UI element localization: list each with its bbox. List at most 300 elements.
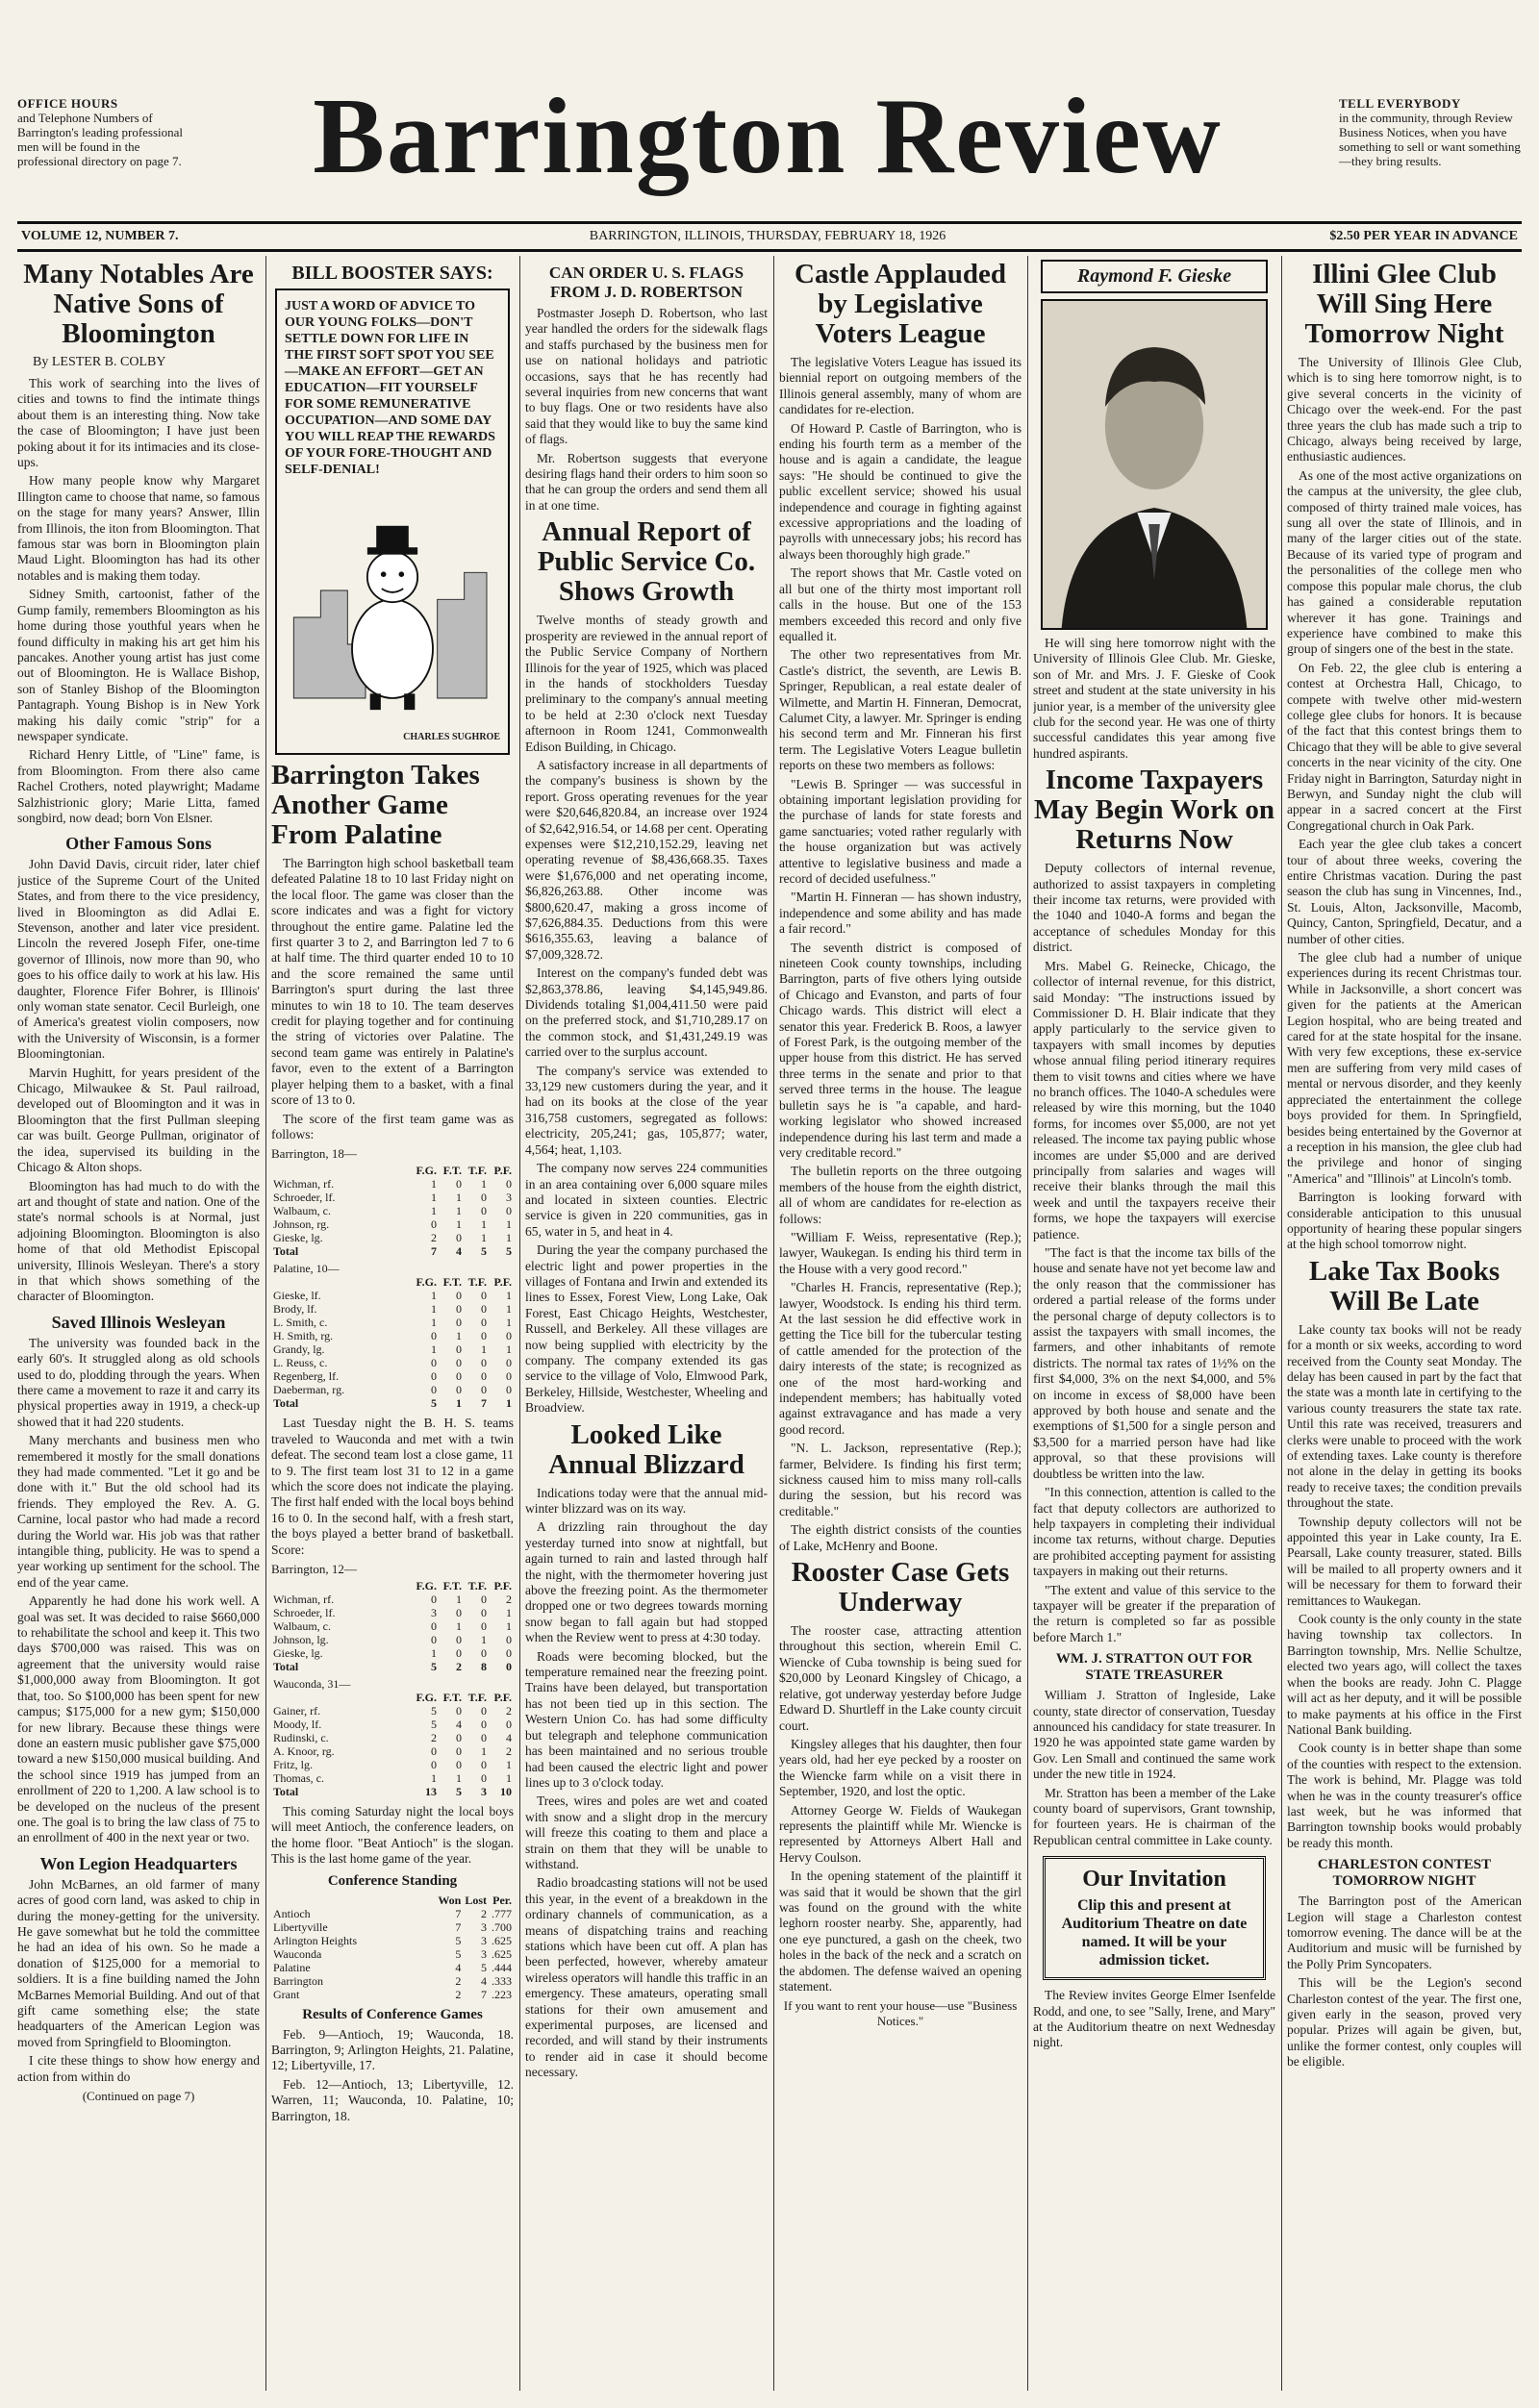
bill-booster-box xyxy=(275,288,510,755)
row-value: 1 xyxy=(456,1770,462,1785)
row-value: 0 xyxy=(456,1605,462,1619)
row-value: 5 xyxy=(481,1960,487,1974)
table-row xyxy=(271,1204,514,1217)
paragraph: John David Davis, circuit rider, later chief justice of the Supreme Court of the United States, and from there to the vice presidency, lived in Bloomington as did Adlai E. Stevenson, another and later vice president. Lincoln the revered Joseph Fifer, one-time governor of Illinois, now more than 90, who goes to his office daily to work at his law. His daughter, Florence Fifer Bohrer, is Illinois' only woman state senator. Cecil Burleigh, one of America's greatest violin composers, now with the University of Wisconsin, is a former Bloomingtonian. xyxy=(17,857,260,1062)
row-label: Grant xyxy=(273,1987,300,2001)
paragraph: This coming Saturday night the local boys will meet Antioch, the conference leaders, on the home floor. "Beat Antioch" is the slogan. This is the last home game of the year. xyxy=(271,1803,514,1867)
table-row xyxy=(271,1934,514,1947)
row-value: 1 xyxy=(456,1592,462,1606)
row-value: 1 xyxy=(481,1632,487,1646)
paragraph: Feb. 9—Antioch, 19; Wauconda, 18. Barrington, 9; Arlington Heights, 21. Palatine, 12; Libertyville, 17. xyxy=(271,2026,514,2073)
paragraph: "N. L. Jackson, representative (Rep.); farmer, Belvidere. Is finding his first term; sickness caused him to miss many roll-calls during the session, but his record was creditable." xyxy=(779,1441,1022,1518)
table-row xyxy=(271,1177,514,1191)
paragraph: As one of the most active organizations on the campus at the university, the glee club, composed of thirty trained male voices, has sung all over the state of Illinois, and in many of the larger cities out of the state. Because of its varied type of program and the personalities of the college men who compose this popular male chorus, the club has gained a considerable reputation wherever it has gone. Trainings and experience have combined to make this group of singers one of the best in the state. xyxy=(1287,467,1522,657)
column-4 xyxy=(779,256,1022,2391)
row-value: .700 xyxy=(492,1919,512,1934)
paragraph: "The extent and value of this service to the taxpayer will be greater if the preparation of the return is completed so far as possible before March 1." xyxy=(1033,1582,1275,1644)
row-value: Lost xyxy=(465,1893,487,1907)
table-row xyxy=(271,1244,514,1258)
row-value: 1 xyxy=(431,1342,437,1357)
column-6 xyxy=(1287,256,1522,2391)
row-label: Total xyxy=(273,1244,299,1259)
row-value: 0 xyxy=(481,1717,487,1731)
row-value: 3 xyxy=(481,1946,487,1961)
columns xyxy=(17,256,1522,2391)
row-value: Per. xyxy=(492,1893,512,1907)
row-value: 0 xyxy=(481,1356,487,1370)
table-row xyxy=(271,1579,514,1593)
paragraph: Cook county is in better shape than some of the counties with respect to the extension. The work is behind, Mr. Plagge was told when he was in the county treasurer's office last week, but he was informed that Barrington township books would probably be ready this month. xyxy=(1287,1741,1522,1850)
table-row xyxy=(271,1660,514,1673)
paragraph: Last Tuesday night the B. H. S. teams traveled to Wauconda and met with a twin defeat. The second team lost a close game, 11 to 9. The first team lost 31 to 12 in a game which the score does not indicate the playing. The first half ended with the local boys behind 16 to 0. In the second half, with a fresh start, the boys played a better brand of basketball. Score: xyxy=(271,1416,514,1557)
row-value: 0 xyxy=(456,1316,462,1330)
row-value: P.F. xyxy=(493,1578,512,1593)
row-value: F.T. xyxy=(442,1164,462,1178)
paragraph: The university was founded back in the early 60's. It struggled along as old schools used to do, plodding through the years. When there came a movement to raze it and carry its physical properties away in 1919, a check-up showed that it had 220 students. xyxy=(17,1335,260,1429)
subhead-legion: Won Legion Headquarters xyxy=(39,1853,238,1873)
row-label: Wichman, rf. xyxy=(273,1177,335,1191)
row-label: Moody, lf. xyxy=(273,1717,322,1731)
row-value: 2 xyxy=(506,1743,512,1758)
row-value: .223 xyxy=(492,1987,512,2001)
row-value: 7 xyxy=(481,1987,487,2001)
row-label: Gieske, lg. xyxy=(273,1645,323,1660)
row-value: 0 xyxy=(481,1316,487,1330)
row-label: Walbaum, c. xyxy=(273,1618,332,1633)
row-label: Regenberg, lf. xyxy=(273,1369,340,1384)
row-value: 0 xyxy=(456,1356,462,1370)
row-value: 0 xyxy=(456,1632,462,1646)
paragraph: "Charles H. Francis, representative (Rep.); lawyer, Woodstock. Is ending his third term. At the last session he did effective work in getting the Tice bill for the tubercular testing of cattle amended for the protection of the dairy interests of the state; is recognized as one of the most hard-working and independent members; has habitually voted against extravagance and has made a very good record. xyxy=(779,1280,1022,1437)
row-value: 0 xyxy=(481,1645,487,1660)
column-3 xyxy=(525,256,768,2391)
left-ear-text: and Telephone Numbers of Barrington's leading professional men will be found in the professional directory on page 7. xyxy=(17,111,184,168)
row-value: 7 xyxy=(455,1906,462,1920)
paragraph: "In this connection, attention is called to the fact that deputy collectors are authorized to help taxpayers in completing their individual income tax returns, without charge. Deputies are prohibited accepting payment for assisting taxpayers in making out their returns. xyxy=(1033,1485,1275,1579)
row-value: 4 xyxy=(481,1973,487,1988)
row-value: 5 xyxy=(455,1946,462,1961)
box-score-table xyxy=(271,1164,514,1410)
row-value: F.G. xyxy=(416,1164,437,1178)
row-value: 0 xyxy=(456,1383,462,1397)
row-label: Barrington xyxy=(273,1973,323,1988)
paragraph: The company now serves 224 communities in an area containing over 6,000 square miles and located in sixteen counties. Electric service is given in 220 communities, gas in 65, water in 5, and heat in 4. xyxy=(525,1161,768,1239)
row-value: 5 xyxy=(431,1717,437,1731)
row-value: 0 xyxy=(481,1204,487,1218)
headline-castle: Castle Applauded by Legislative Voters League xyxy=(795,259,1006,349)
table-row xyxy=(271,1593,514,1606)
row-value: 0 xyxy=(506,1329,512,1343)
row-label: Wichman, rf. xyxy=(273,1592,335,1606)
row-value: .625 xyxy=(492,1946,512,1961)
row-value: 1 xyxy=(456,1204,462,1218)
row-value: 0 xyxy=(456,1289,462,1303)
paragraph: Bloomington has had much to do with the art and thought of state and nation. One of the state's normal schools is at Normal, just adjoining Bloomington. Bloomington is also home of that old Methodist Episcopal university, Illinois Wesleyan. There's a story in that which shows something of the character of Bloomington. xyxy=(17,1178,260,1304)
table-row xyxy=(271,1907,514,1920)
row-value: F.T. xyxy=(442,1275,462,1290)
row-value: 0 xyxy=(431,1618,437,1633)
box-score-table xyxy=(271,1579,514,1798)
row-value: 0 xyxy=(506,1717,512,1731)
row-value: 0 xyxy=(481,1730,487,1744)
row-value: 1 xyxy=(506,1289,512,1303)
paragraph: Attorney George W. Fields of Waukegan represents the plaintiff while Mr. Wiencke is represented by Attorneys Albert Hall and Hervy Coulson. xyxy=(779,1802,1022,1865)
row-value: 0 xyxy=(431,1757,437,1771)
row-value: 1 xyxy=(456,1217,462,1232)
row-value: 0 xyxy=(481,1369,487,1384)
row-value: 7 xyxy=(481,1396,487,1411)
row-label: Thomas, c. xyxy=(273,1770,324,1785)
dateline xyxy=(17,221,1522,252)
row-value: 3 xyxy=(481,1784,487,1798)
paragraph: Many merchants and business men who remembered it mostly for the small donations they had made commented. "Let it go and be done with it." But the old school had its friends. They employed the Rev. A. G. Carnine, local pastor who had made a record during the World war. His job was that rather intangible thing, publicity. He was to spend a year working up sentiment for the school. The end of the year came. xyxy=(17,1433,260,1590)
box-team: Palatine, 10— xyxy=(273,1262,340,1276)
table-row xyxy=(271,1974,514,1988)
continued-note: (Continued on page 7) xyxy=(82,2089,195,2104)
paragraph: Radio broadcasting stations will not be used this year, in the event of a breakdown in the ordinary channels of communication, as a means of dispatching trains and reaching stations which have been cut off. A plan has been perfected, however, whereby amateur wireless operators will handle this traffic in an emergency. These amateurs, operating small stations for their own amusement and experimental purposes, are licensed and recorded, and will stand by their instruments to render aid in case it should become necessary. xyxy=(525,1875,768,2080)
paragraph: Postmaster Joseph D. Robertson, who last year handled the orders for the sidewalk flags and staffs purchased by the business men for use on national holidays and patriotic occasions, says that he has recently had several inquiries from new concerns that want to buy flags. One or two residents have also said that they would like to buy the same kind of flags. xyxy=(525,306,768,447)
paragraph: Kingsley alleges that his daughter, then four years old, had her eye pecked by a rooster on the Wiencke farm while on a visit there in September, 1920, and lost the optic. xyxy=(779,1736,1022,1799)
row-label: Gieske, lg. xyxy=(273,1231,323,1245)
table-row xyxy=(271,1342,514,1356)
column-rule xyxy=(519,256,520,2391)
row-value: 5 xyxy=(456,1784,462,1798)
headline-flags: CAN ORDER U. S. FLAGS FROM J. D. ROBERTSON xyxy=(548,263,744,301)
row-value: 2 xyxy=(431,1231,437,1245)
row-label: Antioch xyxy=(273,1906,311,1920)
right-ear-title: TELL EVERYBODY xyxy=(1339,96,1461,111)
paragraph: During the year the company purchased the electric light and power properties in the villages of Fontana and Irwin and extended its lines to Essex, Forest View, Long Lake, Oak Forest, East Chicago Heights, Westchester, Russell, and Berkeley. All these villages are now being supplied with electricity by the company. The company extended its gas service to the village of Volo, Elmwood Park, Berkeley, Hillside, Westchester, Wheeling and Broadview. xyxy=(525,1242,768,1416)
paragraph: "William F. Weiss, representative (Rep.); lawyer, Waukegan. Is ending his third term in the House with a very good record." xyxy=(779,1229,1022,1276)
row-value: 0 xyxy=(506,1659,512,1673)
table-row xyxy=(271,1961,514,1974)
row-value: Won xyxy=(438,1893,462,1907)
paragraph: Cook county is the only county in the state having township tax collectors. In Barrington township, Mrs. Nellie Schultze, elected two years ago, will collect the taxes when the books are ready. John C. Plagge will act as her deputy, and it will be possible to make payments at his office in the First National Bank building. xyxy=(1287,1612,1522,1737)
box-team: Barrington, 18— xyxy=(271,1146,357,1162)
row-value: 0 xyxy=(431,1383,437,1397)
row-value: 0 xyxy=(431,1329,437,1343)
paragraph: The eighth district consists of the counties of Lake, McHenry and Boone. xyxy=(779,1522,1022,1553)
table-row xyxy=(271,1619,514,1633)
paragraph: Trees, wires and poles are wet and coated with snow and a slight drop in the mercury will freeze this coating to them and place a strain on them that they will be unable to withstand. xyxy=(525,1793,768,1871)
row-value: 0 xyxy=(506,1632,512,1646)
invitation-coupon[interactable] xyxy=(1043,1856,1266,1980)
row-value: 0 xyxy=(456,1177,462,1191)
row-value: 0 xyxy=(481,1757,487,1771)
row-value: 1 xyxy=(431,1204,437,1218)
row-value: 0 xyxy=(481,1618,487,1633)
place-date: BARRINGTON, ILLINOIS, THURSDAY, FEBRUARY 18, 1926 xyxy=(589,229,946,243)
row-label: Wauconda xyxy=(273,1946,322,1961)
row-value: 0 xyxy=(481,1770,487,1785)
paragraph: This work of searching into the lives of cities and towns to find the intimate things about them is an interesting thing. Now take the case of Bloomington; I have just been poking about it for its intimacies and its close-ups. xyxy=(17,376,260,470)
row-label xyxy=(271,1164,414,1177)
paragraph: The company's service was extended to 33,129 new customers during the year, and it had on its books at the close of the year 316,758 customers, segregated as follows: electricity, 205,241; gas, 105,877; water, 4,564; heat, 1,103. xyxy=(525,1063,768,1157)
row-value: 0 xyxy=(431,1356,437,1370)
row-label: Total xyxy=(273,1784,299,1798)
volume-number: VOLUME 12, NUMBER 7. xyxy=(21,229,179,243)
headline-charleston: CHARLESTON CONTEST TOMORROW NIGHT xyxy=(1317,1857,1492,1890)
row-value: 1 xyxy=(481,1177,487,1191)
headline-blizzard: Looked Like Annual Blizzard xyxy=(548,1418,744,1480)
row-value: 0 xyxy=(481,1302,487,1317)
subscription-price: $2.50 PER YEAR IN ADVANCE xyxy=(1329,229,1518,243)
row-value: 1 xyxy=(506,1231,512,1245)
row-value: 4 xyxy=(456,1717,462,1731)
row-value: .333 xyxy=(492,1973,512,1988)
headline-barrington-palatine: Barrington Takes Another Game From Palatine xyxy=(271,760,480,850)
row-value: 0 xyxy=(481,1191,487,1205)
row-value: 3 xyxy=(431,1605,437,1619)
row-label: Brody, lf. xyxy=(273,1302,317,1317)
table-row xyxy=(271,1289,514,1302)
column-rule xyxy=(773,256,774,2391)
row-value: P.F. xyxy=(493,1164,512,1178)
row-value: 1 xyxy=(456,1618,462,1633)
row-value: F.G. xyxy=(416,1275,437,1290)
table-row xyxy=(271,1356,514,1369)
row-label: Libertyville xyxy=(273,1919,328,1934)
table-row xyxy=(271,1383,514,1396)
row-label: Johnson, rg. xyxy=(273,1217,330,1232)
paragraph: The Barrington post of the American Legion will stage a Charleston contest tomorrow evening. The dance will be at the Auditorium and music will be furnished by the Polly Prim Syncopaters. xyxy=(1287,1894,1522,1971)
paragraph: A satisfactory increase in all departments of the company's business is shown by the report. Gross operating revenues for the year were $20,646,820.84, an increase over 1924 of $2,642,916.54, or 14.68 per cent. Operating expenses were $12,210,152.29, leaving net operating revenue of $8,436,668.35. Taxes were $1,676,000 and net operating income, $6,826,263.88. Other income was $800,620.47, making a gross income of $7,626,884.35. Deductions from this were $616,355.63, leaving a balance of $7,009,328.72. xyxy=(525,757,768,962)
box-team: Wauconda, 31— xyxy=(273,1676,351,1691)
row-value: 0 xyxy=(481,1289,487,1303)
row-value: 5 xyxy=(431,1396,437,1411)
row-value: 4 xyxy=(456,1244,462,1259)
row-value: 1 xyxy=(481,1342,487,1357)
row-label: Walbaum, c. xyxy=(273,1204,332,1218)
row-label: Gainer, rf. xyxy=(273,1703,321,1718)
right-ear xyxy=(1339,96,1522,168)
paragraph: "Martin H. Finneran — has shown industry, independence and some ability and has made a fair record." xyxy=(779,890,1022,937)
row-value: 1 xyxy=(506,1316,512,1330)
column-5 xyxy=(1033,256,1275,2391)
row-value: 0 xyxy=(456,1730,462,1744)
row-value: 0 xyxy=(431,1592,437,1606)
paragraph: Each year the glee club takes a concert tour of about three weeks, covering the entire Christmas vacation. During the past season the club has sung in Vincennes, Ind., St. Louis, Alton, Jacksonville, Macomb, Quincy, Canton, Springfield, Decatur, and a number of other cities. xyxy=(1287,837,1522,946)
headline-public-service: Annual Report of Public Service Co. Shows Growth xyxy=(537,516,756,608)
row-value: 5 xyxy=(431,1659,437,1673)
portrait-photo xyxy=(1041,299,1268,630)
row-value: 3 xyxy=(506,1191,512,1205)
row-value: 2 xyxy=(455,1973,462,1988)
paragraph: The Barrington high school basketball team defeated Palatine 18 to 10 last Friday night on the local floor. The game was closer than the score indicates and was a fight for victory throughout the entire game. Palatine led the first quarter 3 to 2, and Barrington led 7 to 6 at half time. The third quarter ended 10 to 10 and the score remained the same until Barrington's spurt during the last three minutes to win 18 to 10. The team deserves credit for playing together and for continuing the string of victories over Palatine. The second team game was entirely in Palatine's favor, even to the extent of a Barrington player helping them to a basket, with a final score of 13 to 0. xyxy=(271,856,514,1108)
row-value: 0 xyxy=(481,1592,487,1606)
paragraph: The University of Illinois Glee Club, which is to sing here tomorrow night, is to give several concerts in the vicinity of Chicago over the week-end. For the past three years the club has made such a trip to Chicago, always being received by large, enthusiastic audiences. xyxy=(1287,355,1522,464)
row-value: 1 xyxy=(456,1396,462,1411)
row-value: 1 xyxy=(456,1191,462,1205)
paragraph: The Review invites George Elmer Isenfelde Rodd, and one, to see "Sally, Irene, and Mary" at the Auditorium theatre on next Wednesday night. xyxy=(1033,1988,1275,2050)
row-label: Johnson, lg. xyxy=(273,1632,329,1646)
invitation-text: Clip this and present at Auditorium Theatre on date named. It will be your admission ticket. xyxy=(1061,1897,1248,1969)
table-row xyxy=(271,1329,514,1342)
table-row xyxy=(271,1606,514,1619)
row-label: Grandy, lg. xyxy=(273,1342,325,1357)
row-value: T.F. xyxy=(467,1578,487,1593)
paragraph: Mr. Stratton has been a member of the Lake county board of supervisors, Grant township, for fourteen years. He is chairman of the Republican central committee in Lake county. xyxy=(1033,1785,1275,1847)
row-label: H. Smith, rg. xyxy=(273,1329,334,1343)
row-value: 2 xyxy=(481,1906,487,1920)
row-label xyxy=(271,1894,436,1907)
column-rule xyxy=(1027,256,1028,2391)
row-value: 0 xyxy=(506,1204,512,1218)
table-row xyxy=(271,1947,514,1961)
row-value: 10 xyxy=(500,1784,512,1798)
row-label: Arlington Heights xyxy=(273,1933,357,1947)
table-row xyxy=(271,1275,514,1289)
paragraph: Apparently he had done his work well. A goal was set. It was decided to raise $660,000 to rehabilitate the school and keep it. This two days $700,000 was raised. This was on agreement that the university would raise $1,000,000 away from Bloomington. It got that, too. So $100,000 has been spent for new campus; $175,000 for a new gym; $150,000 for new library. Because these things were done an eastern music publisher gave $75,000 toward a new $150,000 musical building. And the school since 1919 has jumped from an enrollment of 220 to 1,200. A law school is to be developed on the nucleus of the present one. The goal is to bring the law class of 75 to an enrollment of 400 in the next year or two. xyxy=(17,1593,260,1845)
row-value: 0 xyxy=(481,1703,487,1718)
table-row xyxy=(271,1646,514,1660)
row-value: 0 xyxy=(456,1342,462,1357)
column-rule xyxy=(265,256,266,2391)
row-value: 1 xyxy=(456,1329,462,1343)
row-value: 1 xyxy=(431,1770,437,1785)
paragraph: The score of the first team game was as follows: xyxy=(271,1111,514,1141)
table-row xyxy=(271,1718,514,1731)
paragraph: On Feb. 22, the glee club is entering a contest at Orchestra Hall, Chicago, to compete with twelve other mid-western college glee clubs for honors. It is because of the fact that this contest brings them to Chicago that they will be able to give several concerts in the near vicinity of the city. One Friday night in Barrington, Saturday night in Berwyn, and Sunday night the club will appear in a sacred concert at the First Congregational church in Oak Park. xyxy=(1287,660,1522,833)
conference-standing-table xyxy=(271,1894,514,2001)
masthead xyxy=(17,17,1522,219)
row-value: 7 xyxy=(431,1244,437,1259)
row-value: 1 xyxy=(506,1342,512,1357)
row-label xyxy=(271,1579,414,1593)
row-value: 1 xyxy=(506,1396,512,1411)
row-value: .625 xyxy=(492,1933,512,1947)
row-label: L. Reuss, c. xyxy=(273,1356,328,1370)
paragraph: The seventh district is composed of nineteen Cook county townships, including Barrington, parts of five others lying outside of Chicago and Evanston, and parts of four Chicago wards. This district will elect a senator this year. Frederick B. Roos, a lawyer of Forest Park, is the outgoing member of the upper house from this district. He has served three terms in the senate and prior to that served three terms in the house. The league bulletin says he is "a capable, and hard-working legislator who showed increased independence during his last term and made a very creditable record." xyxy=(779,940,1022,1160)
row-label xyxy=(271,1275,414,1289)
headline-stratton: WM. J. STRATTON OUT FOR STATE TREASURER xyxy=(1055,1651,1253,1684)
row-label: Fritz, lg. xyxy=(273,1757,313,1771)
paragraph: Richard Henry Little, of "Line" fame, is from Bloomington. From there also came Rachel Crothers, noted playwright; Madame Salzhistrionic glory; Marie Litta, famed songbird, now dead; born Von Elsner. xyxy=(17,747,260,825)
box-team: Barrington, 12— xyxy=(271,1561,357,1576)
paragraph: "Lewis B. Springer — was successful in obtaining important legislation providing for the purchase of lands for state forests and game sanctuaries; voted rather regularly with the house organization but was actively attentive to legislative business and made a record of decided usefulness." xyxy=(779,776,1022,886)
subhead-famous-sons: Other Famous Sons xyxy=(65,834,212,854)
booster-text: JUST A WORD OF ADVICE TO OUR YOUNG FOLKS—DON'T SETTLE DOWN FOR LIFE IN THE FIRST SOFT SPOT YOU SEE—MAKE AN EFFORT—GET AN EDUCATION—FIT YOURSELF FOR SOME REMUNERATIVE OCCUPATION—AND SOME DAY YOU WILL REAP THE REWARDS OF YOUR FORE-THOUGHT AND SELF-DENIAL! xyxy=(285,299,495,477)
row-value: 1 xyxy=(506,1217,512,1232)
row-label: Total xyxy=(273,1396,299,1411)
left-ear xyxy=(17,96,200,168)
row-value: 1 xyxy=(431,1289,437,1303)
row-value: 1 xyxy=(481,1231,487,1245)
paragraph: The report shows that Mr. Castle voted on all but one of the thirty most important roll calls in the house. But one of the 153 members exceeded this record and only five equalled it. xyxy=(779,565,1022,643)
row-value: 0 xyxy=(456,1743,462,1758)
paragraph: John McBarnes, an old farmer of many acres of good corn land, was asked to chip in during the money-getting for the university. He gave somewhat but he told the committee he had an idea of his own. So he made a donation of $125,000 for a memorial to soldiers. It is a fine building named the John McBarnes Memorial Building. And out of that gift came something else; the state headquarters of the American Legion was moved from Springfield to Bloomington. xyxy=(17,1876,260,2049)
bill-booster-cartoon-icon xyxy=(285,484,500,724)
row-value: 0 xyxy=(431,1217,437,1232)
row-label: A. Knoor, rg. xyxy=(273,1743,335,1758)
row-value: 5 xyxy=(455,1933,462,1947)
row-value: 1 xyxy=(431,1177,437,1191)
row-value: 1 xyxy=(481,1743,487,1758)
headline-glee-club: Illini Glee Club Will Sing Here Tomorrow Night xyxy=(1304,259,1504,349)
photo-caption: Raymond F. Gieske xyxy=(1041,260,1268,293)
business-notice-footer: If you want to rent your house—use "Business Notices." xyxy=(783,1998,1018,2029)
row-value: F.G. xyxy=(416,1690,437,1704)
row-value: 2 xyxy=(456,1659,462,1673)
row-label: Rudinski, c. xyxy=(273,1730,329,1744)
table-row xyxy=(271,1673,514,1691)
row-value: 4 xyxy=(506,1730,512,1744)
row-label xyxy=(271,1691,414,1704)
row-value: 0 xyxy=(456,1369,462,1384)
results-title: Results of Conference Games xyxy=(302,2006,483,2022)
paragraph: The other two representatives from Mr. Castle's district, the seventh, are Lewis B. Springer, Republican, a real estate dealer of Wilmette, and Martin H. Finneran, Democrat, Calumet City, a lawyer. Mr. Springer is ending his second term and Mr. Finneran his first term. The Legislative Voters League bulletin reports on these two members as follows: xyxy=(779,647,1022,773)
row-value: 0 xyxy=(456,1645,462,1660)
table-row xyxy=(271,1704,514,1718)
row-value: 0 xyxy=(506,1369,512,1384)
paragraph: In the opening statement of the plaintiff it was said that it would be shown that the girl was found on the ground with the white leghorn rooster nearby. She, apparently, had one eye punctured, a gash on the cheek, two holes in the back of the neck and a scratch on the abdomen. The defense waived an opening statement. xyxy=(779,1869,1022,1994)
row-value: 0 xyxy=(506,1177,512,1191)
paragraph: I cite these things to show how energy and action from within do xyxy=(17,2053,260,2084)
paragraph: Of Howard P. Castle of Barrington, who is ending his fourth term as a member of the house and is again a candidate, the league says: "He should be continued to give the public excellent service; showed his usual independence and courage in fighting against excessive appropriations and the loading of payrolls with unnecessary jobs; his record has always been thoroughly high grade." xyxy=(779,420,1022,562)
row-label: Total xyxy=(273,1659,299,1673)
row-value: 5 xyxy=(431,1703,437,1718)
row-label: Daeberman, rg. xyxy=(273,1383,345,1397)
paragraph: Barrington is looking forward with considerable anticipation to this unusual opportunity of hearing these popular singers at the high school tomorrow night. xyxy=(1287,1190,1522,1252)
table-row xyxy=(271,1920,514,1934)
row-value: P.F. xyxy=(493,1275,512,1290)
paragraph: Mr. Robertson suggests that everyone desiring flags hand their orders to him soon so that he can group the orders and send them all in at one time. xyxy=(525,450,768,513)
row-value: .777 xyxy=(492,1906,512,1920)
paragraph: Twelve months of steady growth and prosperity are reviewed in the annual report of the Public Service Company of Northern Illinois for the year of 1925, which was placed in the hands of stockholders Tuesday preliminary to the company's annual meeting to be held at 2:30 o'clock next Tuesday afternoon in Room 1241, Commonwealth Edison Building, in Chicago. xyxy=(525,613,768,754)
row-value: 0 xyxy=(431,1632,437,1646)
row-value: T.F. xyxy=(467,1690,487,1704)
paragraph: The legislative Voters League has issued its biennial report on outgoing members of the Illinois general assembly, many of whom are candidates for re-election. xyxy=(779,355,1022,417)
row-value: 13 xyxy=(425,1784,437,1798)
paragraph: Lake county tax books will not be ready for a month or six weeks, according to word received from the County seat Monday. The delay has been caused in part by the fact that the state was a month late in certifying to the various county treasurers the state tax rate. Until this rate was received, treasurers and clerks were unable to proceed with the work of extending taxes. Lake county is therefore not alone in the delay in getting its books ready to receive taxes; the condition prevails throughout the state. xyxy=(1287,1321,1522,1511)
row-value: 5 xyxy=(481,1244,487,1259)
cartoonist-signature: CHARLES SUGHROE xyxy=(403,732,500,742)
paragraph: This will be the Legion's second Charleston contest of the year. The first one, given early in the season, proved very popular. Prizes will again be given, but, unlike the former contest, only couples will be eligible. xyxy=(1287,1975,1522,2069)
portrait-icon xyxy=(1043,301,1266,628)
row-value: 0 xyxy=(456,1302,462,1317)
table-row xyxy=(271,1258,514,1275)
row-value: 0 xyxy=(431,1743,437,1758)
row-value: 0 xyxy=(481,1605,487,1619)
row-value: 1 xyxy=(506,1605,512,1619)
headline-rooster: Rooster Case Gets Underway xyxy=(791,1557,1010,1618)
table-row xyxy=(271,1691,514,1704)
paragraph: Sidney Smith, cartoonist, father of the Gump family, remembers Bloomington as his home during those youthful years when he found difficulty in making his art get him his pancakes. Another young artist has just come out of Bloomington. He is Wallace Bishop, son of Stanley Bishop of the Bloomington Pantagraph. Young Bishop is in New York making his daily comic "strip" for a newspaper syndicate. xyxy=(17,587,260,743)
table-row xyxy=(271,1369,514,1383)
photo-text: He will sing here tomorrow night with the University of Illinois Glee Club. Mr. Gieske, son of Mr. and Mrs. J. F. Gieske of Cook street and student at the state university in his junior year, is a member of the university glee club for the second year. He was one of thirty successful candidates this year among five hundred aspirants. xyxy=(1033,636,1275,761)
paragraph: Interest on the company's funded debt was $2,863,378.86, leaving $4,145,949.86. Dividends totaling $1,004,411.50 were paid on the preferred stock, and $1,710,289.17 on the common stock, and $1,431,249.19 was carried over to the surplus account. xyxy=(525,966,768,1060)
row-value: 0 xyxy=(456,1703,462,1718)
paragraph: The bulletin reports on the three outgoing members of the house from the eighth district, all of whom are candidates for re-election as follows: xyxy=(779,1164,1022,1226)
paragraph: A drizzling rain throughout the day yesterday turned into snow at nightfall, but again turned to rain and lasted through half the night, with the thermometer hovering just above the freezing point. As the thermometer dropped one or two degrees towards morning snow began to fall again but had stopped when the Review went to press at 4:30 today. xyxy=(525,1519,768,1645)
row-value: 1 xyxy=(431,1645,437,1660)
paragraph: Feb. 12—Antioch, 13; Libertyville, 12. Warren, 11; Wauconda, 10. Palatine, 10; Barrington, 18. xyxy=(271,2076,514,2123)
newspaper-title: Barrington Review xyxy=(313,77,1223,196)
row-value: 0 xyxy=(456,1231,462,1245)
paragraph: "The fact is that the income tax bills of the house and senate have not yet become law and the only reason that the commissioner has ordered a partial release of the forms under the personal charge of deputy collectors is to assist the taxpayers with small incomes, the farmers, and other inhabitants of remote districts. The normal tax rates of 1½% on the first $4,000, 3% on the next $4,000, and 5% on income in excess of $8,000 have been approved by both house and senate and the exemptions of $1,500 for a single person and $3,500 for a married person have had like approval, so that these provisions will doubtless be written into the law. xyxy=(1033,1245,1275,1481)
table-row xyxy=(271,1771,514,1785)
row-value: 1 xyxy=(506,1770,512,1785)
standing-title: Conference Standing xyxy=(327,1872,458,1889)
row-value: 4 xyxy=(455,1960,462,1974)
left-ear-title: OFFICE HOURS xyxy=(17,96,118,111)
row-value: F.T. xyxy=(442,1690,462,1704)
row-value: F.T. xyxy=(442,1578,462,1593)
row-value: 1 xyxy=(506,1302,512,1317)
table-row xyxy=(271,1302,514,1316)
paragraph: Marvin Hughitt, for years president of the Chicago, Milwaukee & St. Paul railroad, developed out of Bloomington and it was in Bloomington that the first Pullman sleeping car was built. George Pullman, originator of the idea, supervised its building in the Chicago & Alton shops. xyxy=(17,1065,260,1175)
headline-tax-books: Lake Tax Books Will Be Late xyxy=(1308,1255,1501,1317)
